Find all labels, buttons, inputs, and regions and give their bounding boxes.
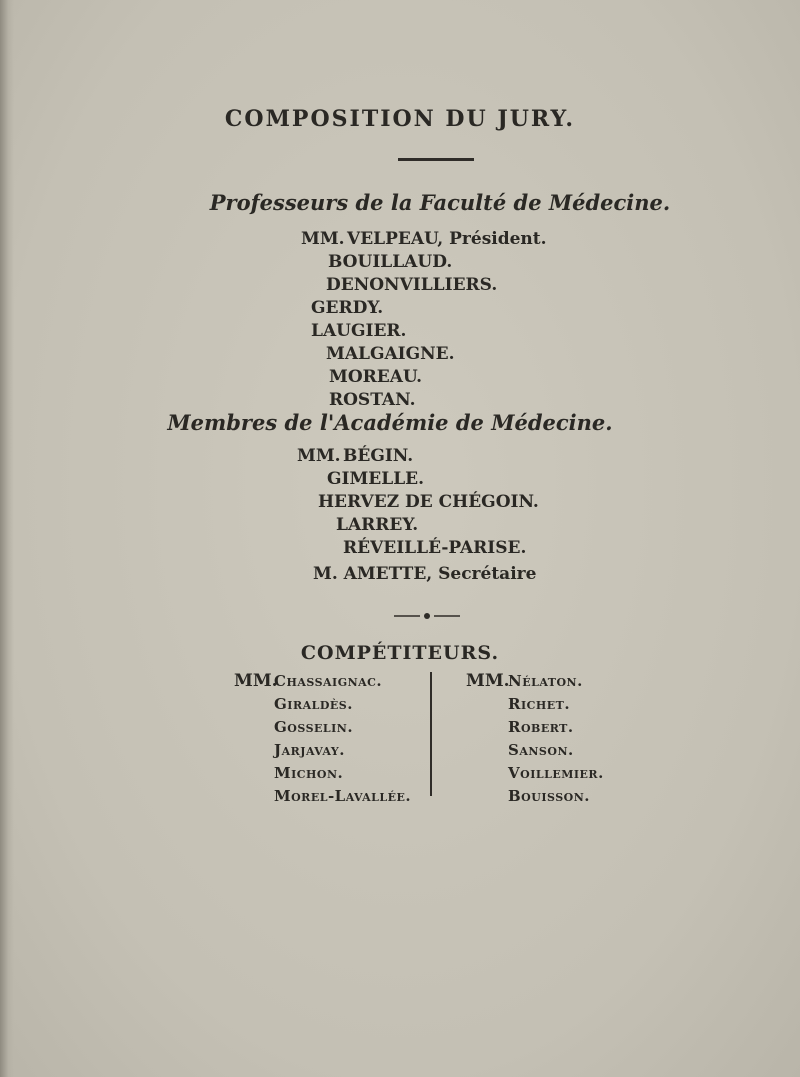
professor-name: VELPEAU, Président. xyxy=(347,229,547,249)
competitor-name: Giraldès. xyxy=(274,695,353,713)
academy-member-name: BÉGIN. xyxy=(343,446,414,466)
academy-member-name: RÉVEILLÉ-PARISE. xyxy=(343,538,527,558)
professor-name: MOREAU. xyxy=(329,367,423,387)
title-rule xyxy=(398,158,474,161)
competitors-right-prefix: MM. xyxy=(466,671,510,691)
academy-member-name: LARREY. xyxy=(336,515,419,535)
competitors-left-prefix: MM. xyxy=(234,671,278,691)
competitor-name: Chassaignac. xyxy=(274,672,383,690)
competitor-name: Sanson. xyxy=(508,741,574,759)
professor-name: ROSTAN. xyxy=(329,390,416,410)
competitor-name: Gosselin. xyxy=(274,718,354,736)
academy-heading: Membres de l'Académie de Médecine. xyxy=(167,410,613,435)
academy-prefix: MM. xyxy=(297,446,341,466)
professor-name: MALGAIGNE. xyxy=(326,344,455,364)
ornament-divider xyxy=(394,612,460,620)
professor-name: LAUGIER. xyxy=(311,321,407,341)
academy-member-name: HERVEZ DE CHÉGOIN. xyxy=(318,492,539,512)
competitor-name: Jarjavay. xyxy=(274,741,345,759)
competitor-name: Voillemier. xyxy=(508,764,604,782)
competitor-name: Nélaton. xyxy=(508,672,583,690)
competitor-name: Morel-Lavallée. xyxy=(274,787,412,805)
competitor-name: Michon. xyxy=(274,764,344,782)
professor-name: GERDY. xyxy=(311,298,384,318)
page-edge-shadow xyxy=(0,0,14,1077)
professors-prefix: MM. xyxy=(301,229,345,249)
academy-member-name: GIMELLE. xyxy=(327,469,425,489)
professors-heading: Professeurs de la Faculté de Médecine. xyxy=(209,190,671,215)
secretary-line: M. AMETTE, Secrétaire xyxy=(313,564,537,584)
competitors-heading: COMPÉTITEURS. xyxy=(300,642,500,664)
professor-name: BOUILLAUD. xyxy=(328,252,453,272)
column-divider xyxy=(430,672,432,796)
page-title: COMPOSITION DU JURY. xyxy=(224,106,576,132)
professor-name: DENONVILLIERS. xyxy=(326,275,498,295)
competitor-name: Richet. xyxy=(508,695,571,713)
competitor-name: Robert. xyxy=(508,718,574,736)
competitor-name: Bouisson. xyxy=(508,787,591,805)
